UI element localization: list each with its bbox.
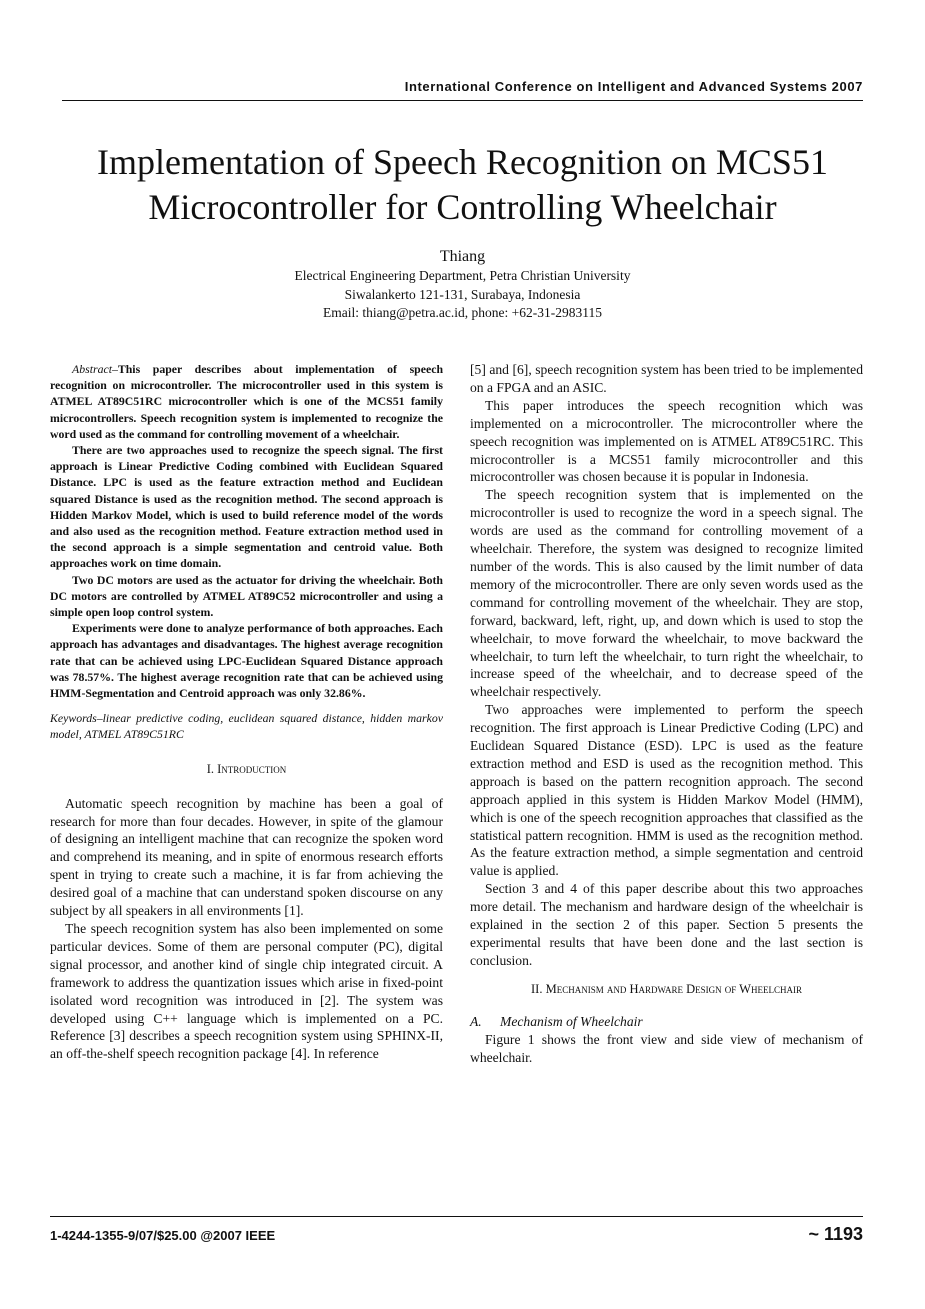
- body-paragraph: [5] and [6], speech recognition system has been tried to be implemented on a FPGA and an ASIC.: [470, 362, 863, 395]
- author-address: Siwalankerto 121-131, Surabaya, Indonesia: [344, 286, 581, 302]
- abstract-paragraph: Two DC motors are used as the actuator for driving the wheelchair. Both DC motors are controlled by ATMEL AT89C52 microcontroller and using a simple open loop control system.: [50, 572, 443, 620]
- abstract: [50, 361, 443, 701]
- subsection-heading: [470, 1013, 863, 1031]
- abstract-paragraph: There are two approaches used to recognize the speech signal. The first approach is Linear Predictive Coding combined with Euclidean Squared Distance. LPC is used as the feature extraction method and Euclidean squared Distance is used as the recognition method. The second approach is Hidden Markov Model, which is used to build reference model of the words and also used as the recognition method. Feature extraction method used in the second approach is a simple segmentation and centroid value. Both approaches work on time domain.: [50, 443, 443, 571]
- footer-rule: [50, 1216, 863, 1217]
- author-contact: Email: thiang@petra.ac.id, phone: +62-31-2983115: [323, 305, 602, 320]
- section-title: Introduction: [217, 761, 287, 776]
- subsection-title: Mechanism of Wheelchair: [500, 1013, 643, 1029]
- body-paragraph: The speech recognition system has also been implemented on some particular devices. Some of them are personal computer (PC), digital signal processor, and another kind of single chip integrated circuit. A framework to address the quantization issues which arise in fixed-point isolated word recognition was introduced in [2]. The system was developed using C++ language which is implemented on a PC. Reference [3] describes a speech recognition system using SPHINX-II, an off-the-shelf speech recognition package [4]. In reference: [50, 921, 443, 1062]
- running-header: International Conference on Intelligent and Advanced Systems 2007: [404, 79, 863, 94]
- section-heading: [50, 762, 443, 777]
- right-column: [470, 361, 863, 1067]
- abstract-paragraph: Experiments were done to analyze performance of both approaches. Each approach has advantages and disadvantages. The highest average recognition rate that can be achieved using LPC-Euclidean Squared Distance approach was 78.57%. The highest average recognition rate that can be achieved using HMM-Segmentation and Centroid approach was only 32.86%.: [50, 621, 443, 701]
- author-block: [62, 247, 863, 323]
- paper-title: [40, 140, 885, 230]
- body-paragraph: The speech recognition system that is implemented on the microcontroller is used to recognize the word in a speech signal. The words are used as the command for controlling movement of a wheelchair. Therefore, the system was designed to recognize limited number of the words. This is also caused by the limit number of data memory of the microcontroller. There are only seven words used as the command for controlling movement of the wheelchair. They are stop, forward, backward, left, right, up, and down which is used to stop the wheelchair, to move forward the wheelchair, to move backward the wheelchair, to turn left the wheelchair, to turn right the wheelchair, to increase speed of the wheelchair, and to decrease speed of the wheelchair respectively.: [470, 487, 863, 700]
- section-heading: [470, 982, 863, 997]
- title-line-1: Implementation of Speech Recognition on MCS51: [97, 142, 828, 182]
- body-paragraph: Automatic speech recognition by machine has been a goal of research for more than four decades. However, in spite of the glamour of designing an intelligent machine that can recognize the spoken word and comprehend its meaning, and in spite of enormous research efforts spent in trying to create such a machine, it is far from achieving the desired goal of a machine that can understand spoken discourse on any subject by all speakers in all environments [1].: [50, 795, 443, 919]
- body-paragraph: Figure 1 shows the front view and side view of mechanism of wheelchair.: [470, 1031, 863, 1065]
- abstract-lead: Abstract–: [72, 362, 118, 376]
- body-paragraph: Section 3 and 4 of this paper describe about this two approaches more detail. The mechanism and hardware design of the wheelchair is explained in the section 2 of this paper. Section 5 presents the experimental results that have been done and the last section is conclusion.: [470, 881, 863, 968]
- left-column: [50, 361, 443, 1063]
- section-title: Mechanism and Hardware Design of Wheelchair: [545, 981, 802, 996]
- header-rule: [62, 100, 863, 101]
- title-line-2: Microcontroller for Controlling Wheelchair: [148, 187, 777, 227]
- body-paragraph: This paper introduces the speech recognition which was implemented on a microcontroller. The microcontroller where the speech recognition was implemented on is ATMEL AT89C51RC. This microcontroller is a MCS51 family microcontroller and this microcontroller was chosen because it is popular in Indonesia.: [470, 397, 863, 485]
- author-affiliation: Electrical Engineering Department, Petra Christian University: [294, 268, 631, 283]
- section-number: I.: [206, 761, 214, 776]
- keywords: Keywords–linear predictive coding, euclidean squared distance, hidden markov model, ATMEL AT89C51RC: [50, 711, 443, 742]
- body-paragraph: Two approaches were implemented to perform the speech recognition. The first approach is Linear Predictive Coding (LPC) and Euclidean Squared Distance (ESD). LPC is used as the feature extraction method and ESD is used as the recognition method. This approach is based on the pattern recognition approach. The second approach applied in this system is Hidden Markov Model (HMM), which is one of the speech recognition approaches that classified as the statistical pattern recognition. HMM is used as the recognition method. As the feature extraction method, a simple segmentation and centroid value is applied.: [470, 702, 863, 879]
- footer-copyright: 1-4244-1355-9/07/$25.00 @2007 IEEE: [50, 1228, 276, 1243]
- author-name: Thiang: [439, 248, 486, 265]
- page-number: ~ 1193: [808, 1224, 863, 1244]
- abstract-text: This paper describes about implementation of speech recognition on microcontroller. The microcontroller used in this system is ATMEL AT89C51RC microcontroller which is one of the MCS51 family microcontrollers. Speech recognition system is implemented to recognize the word used as the command for controlling movement of a wheelchair.: [50, 362, 443, 441]
- section-number: II.: [531, 981, 543, 996]
- subsection-number: A.: [470, 1013, 482, 1029]
- abstract-paragraph: [50, 361, 443, 442]
